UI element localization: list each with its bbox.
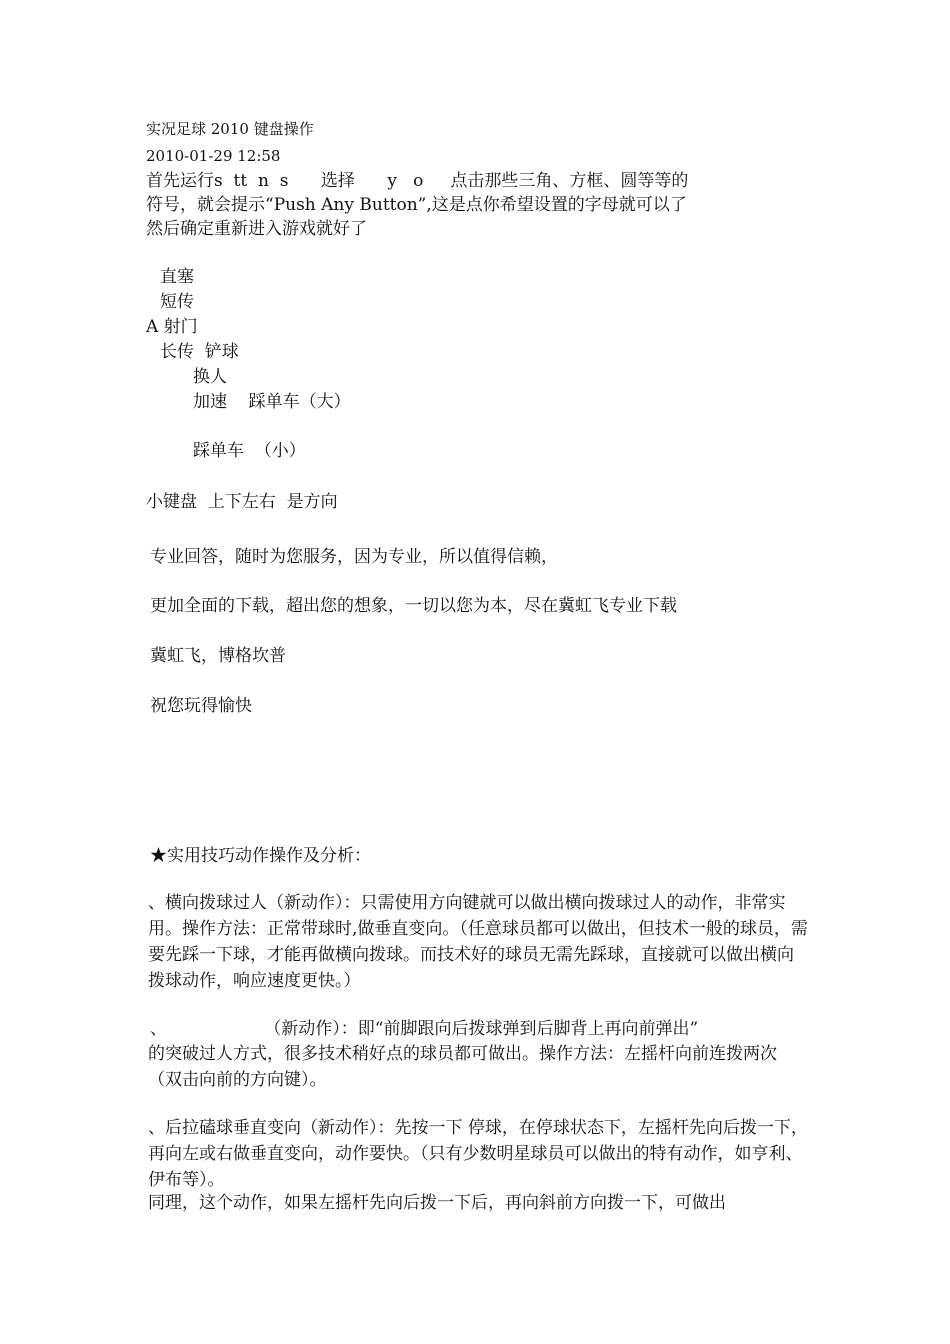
intro-line-2: 符号，就会提示“Push Any Button”,这是点你希望设置的字母就可以了 [146, 195, 687, 215]
control-jiasu: 加速 踩单车（大） [193, 392, 351, 412]
promo-line-4: 祝您玩得愉快 [150, 696, 252, 716]
post-date: 2010-01-29 12:58 [146, 147, 281, 165]
control-huanren: 换人 [193, 367, 227, 387]
tips-heading: ★实用技巧动作操作及分析： [150, 846, 371, 866]
control-zhisai: 直塞 [160, 267, 194, 287]
control-caidanche-small: 踩单车 （小） [193, 441, 306, 461]
promo-line-1: 专业回答，随时为您服务，因为专业，所以值得信赖， [150, 547, 558, 567]
control-duanchuan: 短传 [160, 292, 194, 312]
tip-paragraph-4: 同理，这个动作，如果左摇杆先向后拨一下后，再向斜前方向拨一下，可做出 [148, 1193, 726, 1213]
tip-paragraph-2-rest: 的突破过人方式，很多技术稍好点的球员都可做出。操作方法：左摇杆向前连拨两次（双击向前的方向键）。 [148, 1044, 777, 1090]
intro-line-3: 然后确定重新进入游戏就好了 [146, 219, 367, 239]
tip-paragraph-3: 、后拉磕球垂直变向（新动作）：先按一下 停球，在停球状态下，左摇杆先向后拨一下，再向左或右做垂直变向，动作要快。（只有少数明星球员可以做出的特有动作，如亨利、伊布等）。 [148, 1118, 808, 1190]
control-changchuan: 长传 铲球 [160, 342, 239, 362]
tip-paragraph-1: 、横向拨球过人（新动作）：只需使用方向键就可以做出横向拨球过人的动作，非常实用。操作方法：正常带球时,做垂直变向。（任意球员都可以做出，但技术一般的球员，需要先踩一下球，才能再做横向拨球。而技术好的球员无需先踩球，直接就可以做出横向拨球动作，响应速度更快。） [148, 893, 808, 991]
control-shemen: A 射门 [146, 317, 198, 337]
intro-line-1: 首先运行s tt n s 选择 y o 点击那些三角、方框、圆等等的 [146, 171, 689, 191]
promo-line-3: 冀虹飞，博格坎普 [150, 646, 286, 666]
tip-paragraph-2-line-1: 、 （新动作）：即“前脚跟向后拨球弹到后脚背上再向前弹出” [150, 1019, 699, 1039]
control-direction: 小键盘 上下左右 是方向 [146, 492, 338, 512]
promo-line-2: 更加全面的下载，超出您的想象，一切以您为本，尽在冀虹飞专业下载 [150, 596, 677, 616]
page-title: 实况足球 2010 键盘操作 [146, 120, 314, 138]
